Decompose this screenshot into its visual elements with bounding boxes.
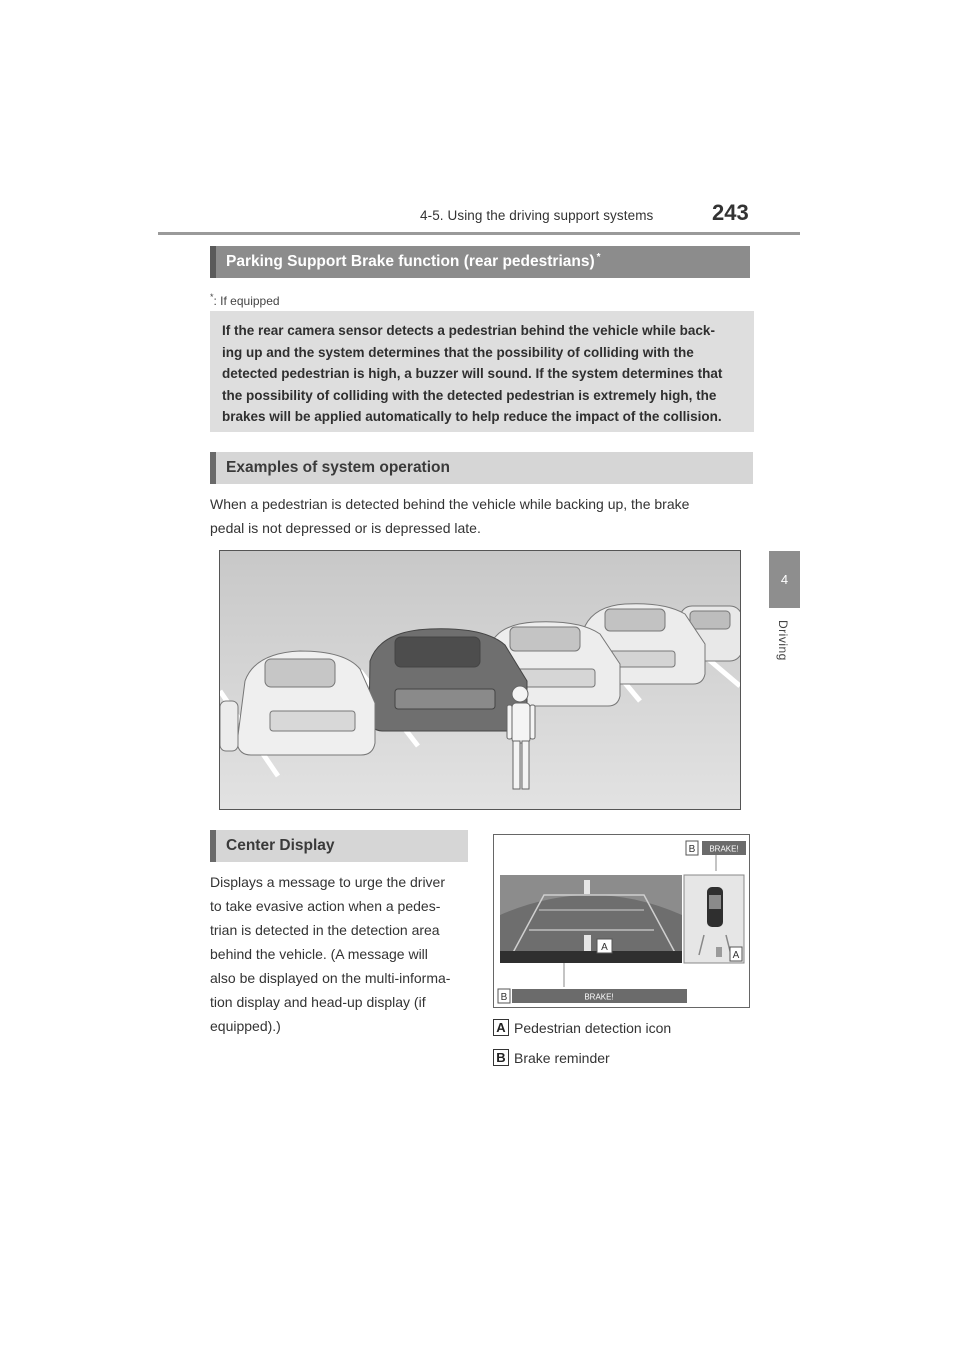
- body-line: behind the vehicle. (A message will: [210, 946, 428, 962]
- section-heading-parking-support-brake: [210, 246, 750, 278]
- callout-a-side: A: [732, 950, 740, 961]
- note-line: detected pedestrian is high, a buzzer will sound. If the system determines that: [222, 366, 723, 381]
- callout-b-top: B: [688, 844, 696, 855]
- chapter-number: 4: [780, 572, 789, 587]
- header-rule: [158, 232, 800, 235]
- brake-text-bottom: BRAKE!: [584, 992, 614, 1002]
- callout-b-bottom: B: [500, 992, 508, 1003]
- summary-note-box: [210, 311, 754, 432]
- note-line: the possibility of colliding with the detected pedestrian is extremely high, the: [222, 387, 717, 403]
- car-far-left: [220, 701, 238, 751]
- chapter-label: Driving: [776, 620, 790, 661]
- note-line: If the rear camera sensor detects a pedestrian behind the vehicle while back-: [222, 323, 715, 338]
- body-line: When a pedestrian is detected behind the vehicle while backing up, the brake: [210, 496, 690, 512]
- examples-body: [210, 492, 770, 540]
- legend-item-b: [493, 1049, 610, 1066]
- legend-key-a: A: [493, 1019, 509, 1036]
- page-number: 243: [712, 200, 749, 225]
- note-line: brakes will be applied automatically to help reduce the impact of the collision.: [222, 409, 722, 424]
- legend-label-a: Pedestrian detection icon: [514, 1019, 672, 1036]
- body-line: also be displayed on the multi-informa-: [210, 970, 451, 986]
- running-header-section: 4-5. Using the driving support systems: [420, 208, 654, 223]
- center-display-svg: [494, 835, 749, 1007]
- body-line: trian is detected in the detection area: [210, 922, 440, 938]
- body-line: Displays a message to urge the driver: [210, 874, 445, 890]
- section-heading-center-display: [210, 830, 468, 862]
- center-display-illustration: [493, 834, 750, 1008]
- body-line: tion display and head-up display (if: [210, 994, 426, 1010]
- parking-lot-illustration: [219, 550, 741, 810]
- callout-a-main: A: [601, 942, 608, 953]
- brake-text-top: BRAKE!: [709, 844, 739, 854]
- legend-key-b: B: [493, 1049, 509, 1066]
- legend-label-b: Brake reminder: [514, 1049, 610, 1066]
- section-title: Parking Support Brake function (rear pedestrians) *: [226, 252, 601, 271]
- note-line: ing up and the system determines that the possibility of colliding with the: [222, 344, 694, 360]
- legend-item-a: [493, 1019, 671, 1036]
- section-title: Examples of system operation: [226, 459, 450, 476]
- body-line: equipped).): [210, 1018, 281, 1034]
- body-line: to take evasive action when a pedes-: [210, 898, 441, 914]
- parking-scene-svg: [220, 551, 740, 809]
- section-heading-examples: [210, 452, 753, 484]
- car-dark-center: [369, 629, 527, 731]
- center-display-body: [210, 870, 480, 1038]
- car-left: [237, 651, 375, 755]
- body-line: pedal is not depressed or is depressed late.: [210, 520, 481, 536]
- section-title: Center Display: [226, 837, 335, 854]
- footnote: *: If equipped: [210, 292, 280, 308]
- chapter-tab[interactable]: [769, 551, 800, 608]
